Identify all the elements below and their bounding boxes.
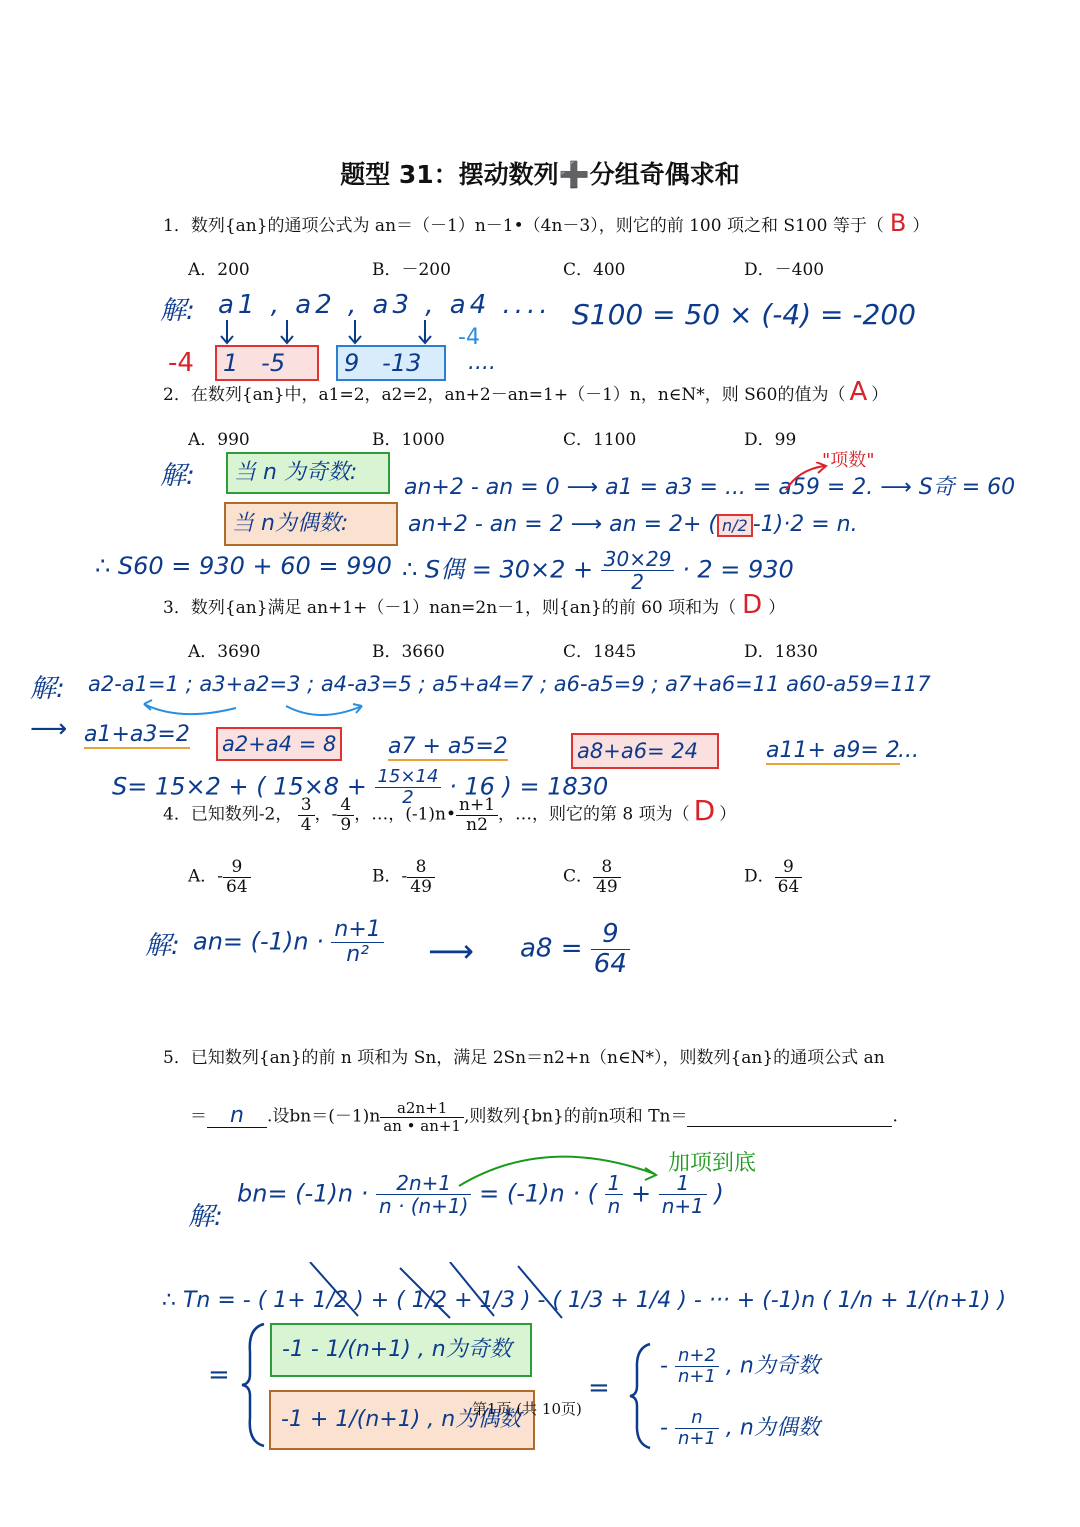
q3-option-b: B．3660 — [372, 642, 445, 662]
s3-pair-3: a7 + a5=2 — [388, 734, 508, 759]
question-3-stem: 3．数列{an}满足 an+1+（－1）nan=2n－1，则{an}的前 60 项和为（ — [163, 598, 737, 618]
s2-frac-den: 2 — [631, 570, 644, 594]
s2-note-arrow — [780, 462, 830, 492]
question-3-answer: D — [742, 590, 763, 620]
q4-option-b-den: 49 — [410, 876, 432, 897]
s3-label: 解: — [30, 674, 65, 704]
s5-bn: bn= (-1)n · $\frac{2n+1}{n \cdot (n+1)}$ = (-1)n · ( $\frac{1}{n}$ + $\frac{1}{n+1}$ ) — [237, 1171, 724, 1218]
s5-t2-num: 1 — [659, 1172, 707, 1195]
s5-bn-num: 2n+1 — [376, 1172, 472, 1195]
q5-eq: ＝ — [190, 1106, 207, 1127]
s3-pair-4: a8+a6= 24 — [571, 733, 719, 769]
s3-arrow: ⟶ — [30, 714, 68, 744]
question-1-stem: 1．数列{an}的通项公式为 an＝（－1）n－1•（4n－3），则它的前 100 项之和 S100 等于（ — [163, 216, 884, 236]
question-1 — [163, 209, 930, 237]
s2-even-sum — [402, 548, 794, 593]
s3-sum-a: S= 15×2 + ( 15×8 + — [112, 772, 367, 801]
q4-option-a — [188, 858, 251, 896]
s5-r-odd-pre: - — [660, 1353, 668, 1379]
q4-frac-3-num: n+1 — [456, 796, 498, 816]
q4-option-b-num: 8 — [407, 858, 435, 878]
q4-option-d-num: 9 — [775, 858, 803, 878]
q4-option-a-num: 9 — [223, 858, 251, 878]
s4-label: 解: — [145, 931, 180, 961]
s5-left-brace — [240, 1322, 270, 1448]
s3-pair-1: a1+a3=2 — [84, 722, 190, 747]
s5-t1-den: n — [607, 1194, 621, 1218]
s5-t2-frac — [659, 1172, 707, 1217]
q4-frac-2-den: 9 — [340, 814, 352, 835]
q4-option-a-frac — [223, 858, 251, 896]
q4-option-c-num: 8 — [593, 858, 621, 878]
page-footer: 第1页 (共 10页) — [472, 1400, 582, 1418]
question-1-close: ） — [912, 216, 930, 236]
s5-r-even-pre: - — [660, 1415, 668, 1441]
s1-red-box: 1 -5 — [215, 345, 319, 381]
question-4-answer: D — [693, 793, 716, 827]
s4-a8-label: a8 = — [520, 933, 583, 964]
s3-frac-num: 15×14 — [375, 767, 442, 788]
s3-frac-den: 2 — [402, 786, 414, 808]
s5-r-even-den: n+1 — [677, 1427, 716, 1449]
s5-eq2: = — [588, 1373, 610, 1403]
s4-a8-frac — [591, 920, 630, 978]
s2-even-sum-frac — [601, 548, 675, 593]
q2-option-d: D．99 — [744, 430, 797, 450]
s4-a8-den: 64 — [593, 948, 627, 979]
question-4-stem-c: ，…，则它的第 8 项为（ — [498, 804, 690, 825]
s5-note: 加项到底 — [668, 1151, 757, 1176]
question-2-close: ） — [871, 385, 889, 405]
s1-sum: S100 = 50 × (-4) = -200 — [572, 298, 916, 331]
q5-tail: ,则数列{bn}的前n项和 Tn＝ — [463, 1106, 688, 1127]
q5-answer-blank: n — [207, 1105, 267, 1128]
q3-option-c: C．1845 — [563, 642, 637, 662]
s5-label: 解: — [188, 1202, 223, 1232]
s4-frac-num: n+1 — [331, 918, 383, 943]
s5-eq: = — [208, 1360, 230, 1390]
s5-t1-num: 1 — [605, 1172, 624, 1195]
s4-frac — [331, 918, 383, 967]
s5-result-even — [660, 1408, 820, 1449]
q4-option-c — [563, 858, 621, 896]
s5-r-odd-num: n+2 — [675, 1346, 719, 1367]
s1-arrows — [215, 318, 445, 346]
q4-option-d-label: D． — [744, 866, 775, 887]
s5-r-even-frac — [675, 1408, 719, 1449]
q2-option-b: B．1000 — [372, 430, 445, 450]
s5-bn-den: n · (n+1) — [378, 1194, 469, 1218]
s4-arrow: ⟶ — [428, 932, 474, 970]
s5-bn-frac — [376, 1172, 472, 1217]
question-3-close: ） — [768, 598, 786, 618]
s5-case-even: -1 + 1/(n+1) , n为偶数 — [269, 1390, 535, 1450]
s1-label: 解: — [160, 296, 195, 326]
q4-option-a-label: A．- — [188, 866, 224, 887]
q4-frac-3-den: n2 — [466, 814, 488, 835]
s2-total: ∴ S60 = 930 + 60 = 990 — [95, 552, 392, 580]
q5-tn-blank — [687, 1109, 892, 1127]
q1-option-a: A．200 — [188, 260, 250, 280]
q5-end: . — [892, 1106, 898, 1127]
q4-option-c-den: 49 — [596, 876, 618, 897]
q4-option-d — [744, 858, 802, 896]
s5-case-odd: -1 - 1/(n+1) , n为奇数 — [270, 1323, 532, 1377]
s3-line1: a2-a1=1 ; a3+a2=3 ; a4-a3=5 ; a5+a4=7 ; a6-a5=9 ; a7+a6=11 a60-a59=117 — [88, 672, 931, 696]
q5-mid: .设bn＝(－1)n — [267, 1106, 381, 1127]
q1-option-b: B．－200 — [372, 260, 451, 280]
q4-option-c-frac — [593, 858, 621, 896]
s2-odd-eq: an+2 - an = 0 ⟶ a1 = a3 = ... = a59 = 2. ⟶ S奇 = 60 — [404, 475, 1016, 500]
s5-t2-den: n+1 — [661, 1194, 704, 1218]
s5-bn-c: ) — [714, 1179, 724, 1208]
s1-left-diff: -4 — [168, 348, 194, 378]
q1-option-d: D．－400 — [744, 260, 825, 280]
s4-a8 — [520, 920, 630, 978]
q4-option-d-frac — [775, 858, 803, 896]
s5-bn-a: bn= (-1)n · — [237, 1179, 369, 1208]
s2-even-sum-a: ∴ S偶 = 30×2 + — [402, 555, 594, 584]
s5-right-brace — [628, 1342, 654, 1450]
s2-odd-note: "项数" — [822, 450, 875, 471]
q4-frac-1-den: 4 — [300, 814, 312, 835]
q5-frac-num: a2n+1 — [380, 1100, 464, 1118]
s2-even-eq — [408, 512, 858, 537]
question-5-line2 — [190, 1100, 898, 1134]
question-4-sep: ，- — [314, 804, 338, 825]
q2-option-a: A．990 — [188, 430, 250, 450]
s2-even-eq-a: an+2 - an = 2 ⟶ an = 2+ ( — [408, 512, 717, 537]
question-3 — [163, 590, 786, 620]
s5-r-even-num: n — [675, 1408, 719, 1429]
s2-odd-case: 当 n 为奇数: — [226, 452, 390, 494]
question-4 — [163, 793, 737, 835]
s3-sum-b: · 16 ) = 1830 — [449, 772, 609, 801]
s5-bn-b: = (-1)n · ( — [479, 1179, 597, 1208]
s1-blue-box: 9 -13 — [336, 345, 446, 381]
s3-pair-2: a2+a4 = 8 — [216, 727, 342, 761]
question-2-answer: A — [849, 377, 868, 407]
s2-label: 解: — [160, 461, 195, 491]
s3-pair-5: a11+ a9= 2 — [766, 738, 900, 763]
question-4-stem-a: 4．已知数列-2， — [163, 804, 293, 825]
s2-even-case: 当 n为偶数: — [224, 502, 398, 546]
s5-r-even-post: , n为偶数 — [725, 1415, 820, 1441]
s5-r-odd-frac — [675, 1346, 719, 1387]
question-4-close: ） — [719, 804, 737, 825]
s3-dots: ... — [898, 738, 919, 763]
s1-blue-diff: -4 — [458, 325, 480, 350]
s5-result-odd — [660, 1346, 820, 1387]
s5-t1-frac — [605, 1172, 624, 1217]
s5-cancel-strikes — [300, 1262, 590, 1322]
q2-option-c: C．1100 — [563, 430, 637, 450]
q4-frac-1-num: 3 — [298, 796, 315, 816]
s2-frac-num: 30×29 — [601, 548, 675, 571]
s5-r-odd-post: , n为奇数 — [725, 1353, 820, 1379]
q4-frac-2 — [337, 796, 354, 834]
q5-frac — [380, 1100, 464, 1134]
s4-eq-a: an= (-1)n · — [193, 927, 324, 956]
s5-r-odd-den: n+1 — [677, 1365, 716, 1387]
q4-frac-1 — [298, 796, 315, 834]
q4-option-b — [372, 858, 435, 896]
question-2 — [163, 377, 889, 407]
s4-a8-num: 9 — [591, 920, 630, 950]
q5-frac-den: an • an+1 — [383, 1116, 461, 1135]
q3-option-a: A．3690 — [188, 642, 261, 662]
q4-option-b-label: B．- — [372, 866, 408, 887]
question-1-answer: B — [889, 209, 907, 237]
page-title: 题型 31：摆动数列➕分组奇偶求和 — [340, 160, 740, 189]
q4-option-d-den: 64 — [777, 876, 800, 897]
s4-eq — [193, 918, 384, 967]
q4-option-a-den: 64 — [226, 876, 248, 897]
s4-frac-den: n² — [346, 942, 369, 968]
question-5-line1: 5．已知数列{an}的前 n 项和为 Sn，满足 2Sn＝n2+n（n∈N*），则数列{an}的通项公式 an — [163, 1048, 885, 1068]
s1-terms: a1 , a2 , a3 , a4 .... — [218, 290, 552, 320]
q4-option-c-label: C． — [563, 866, 594, 887]
q1-option-c: C．400 — [563, 260, 626, 280]
question-4-stem-b: ，…，(-1)n• — [354, 804, 457, 825]
s2-even-eq-b: -1)·2 = n. — [752, 512, 858, 537]
s5-tn: ∴ Tn = - ( 1+ 1/2 ) + ( 1/2 + 1/3 ) - ( 1/3 + 1/4 ) - ··· + (-1)n ( 1/n + 1/(n+1) ) — [162, 1288, 1007, 1313]
s1-dots: .... — [468, 350, 496, 375]
s2-even-box: n/2 — [717, 514, 753, 537]
q4-frac-2-num: 4 — [337, 796, 354, 816]
q4-frac-3 — [456, 796, 498, 834]
q4-option-b-frac — [407, 858, 435, 896]
question-2-stem: 2．在数列{an}中，a1=2，a2=2，an+2－an=1+（－1）n，n∈N*，则 S60的值为（ — [163, 385, 846, 405]
s3-arcs — [140, 692, 370, 722]
s2-even-sum-b: · 2 = 930 — [682, 555, 794, 584]
q3-option-d: D．1830 — [744, 642, 818, 662]
